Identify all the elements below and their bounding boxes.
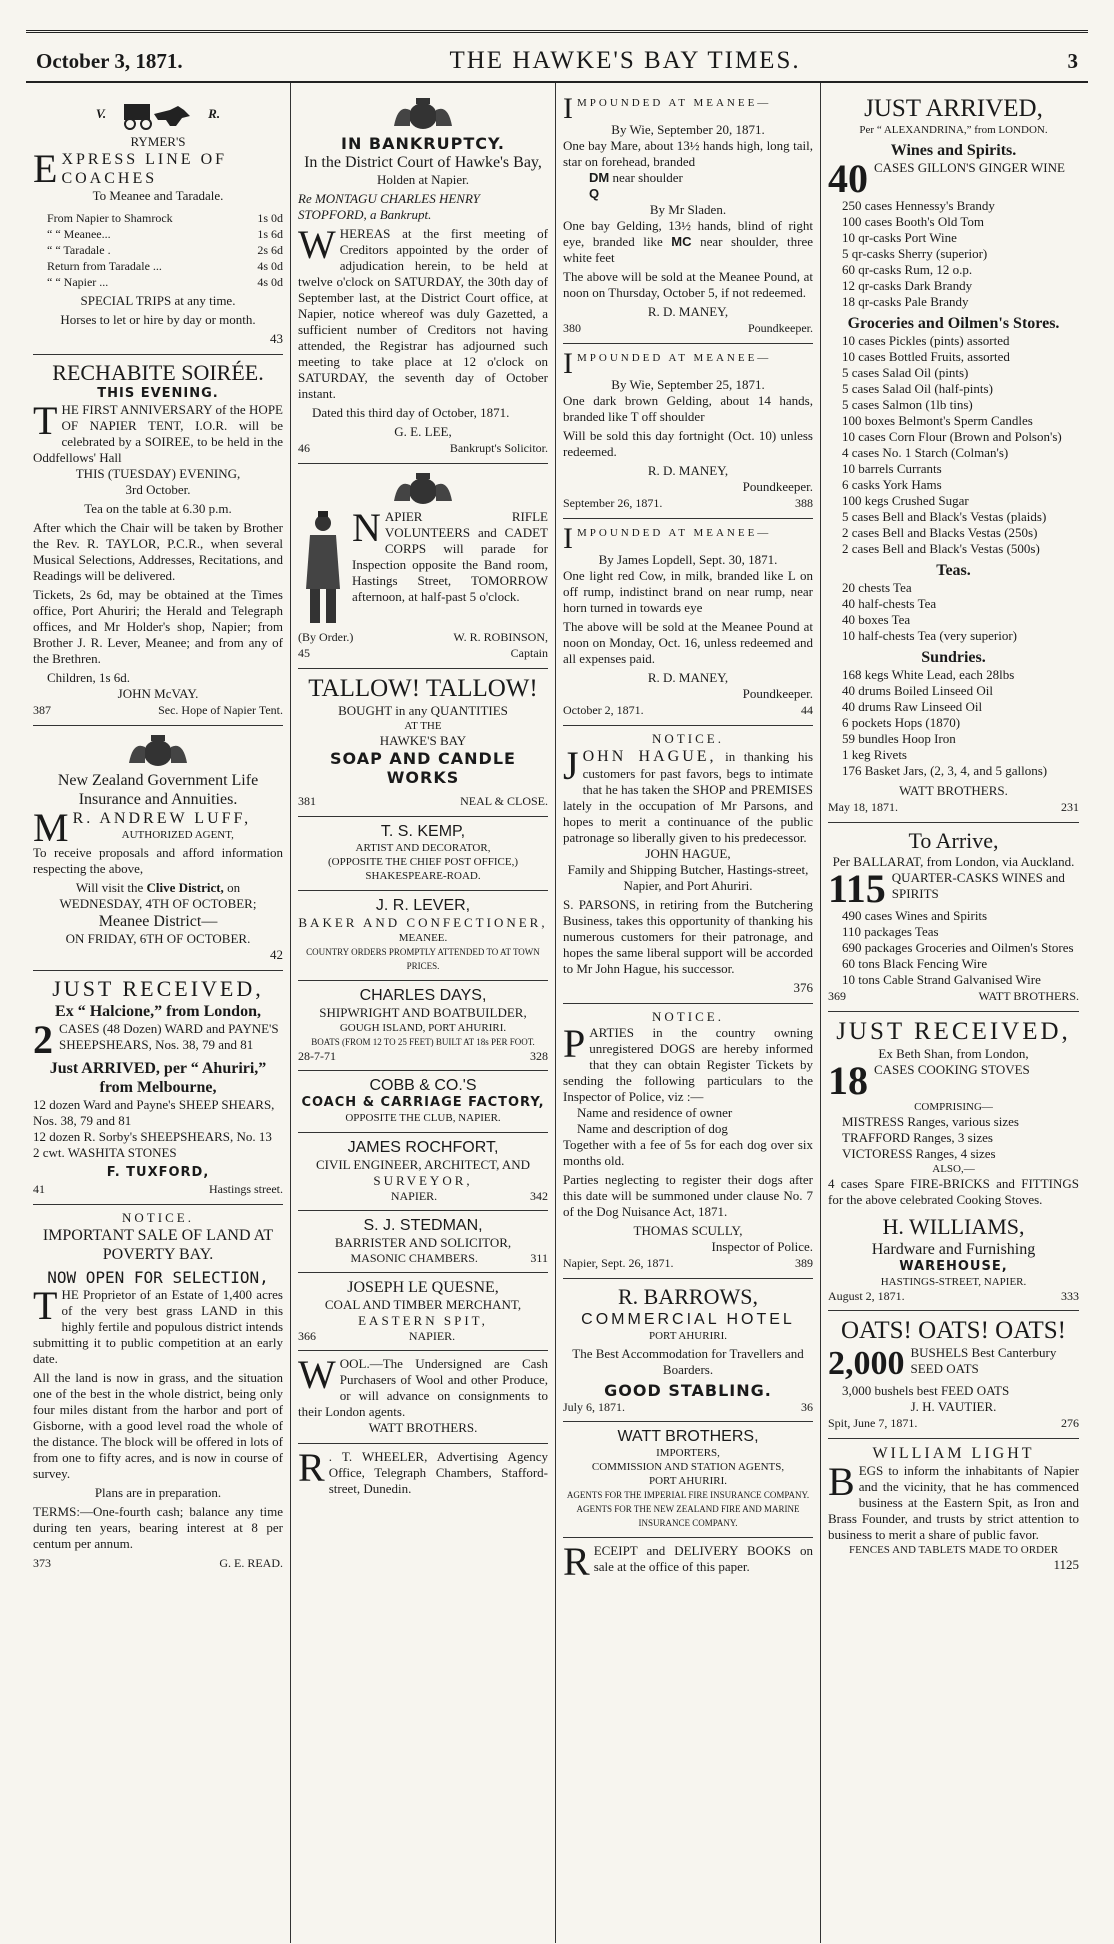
hague-body: in thanking his customers for past favors, begs to intimate that he has taken the SHOP and PREMISES lately in the occupation of Mr Parsons, and hopes to merit a continuance of the public patronage so liberally given to his predecessor. bbox=[563, 749, 814, 845]
list-item: 100 cases Booth's Old Tom bbox=[842, 214, 985, 229]
tea-time: Tea on the table at 6.30 p.m. bbox=[84, 501, 232, 516]
parsons-notice: S. PARSONS, in retiring from the Butchering Business, takes this opportunity of thanking his numerous customers for their patronage, and hopes the same liberal support will be accorded to Mr John Hague, his successor. bbox=[563, 897, 813, 976]
dropcap: T bbox=[33, 398, 58, 443]
ad-number: 231 bbox=[1061, 800, 1079, 814]
lequesne-card: JOSEPH LE QUESNE, COAL AND TIMBER MERCHANT, EASTERN SPIT, 366 NAPIER. bbox=[298, 1273, 548, 1351]
fare-row: Return from Taradale ... 4s 0d bbox=[47, 259, 283, 273]
fare-table bbox=[33, 210, 283, 290]
section-heading: Teas. bbox=[936, 562, 971, 579]
oats-ad: OATS! OATS! OATS! 2,000 BUSHELS Best Canterbury SEED OATS 3,000 bushels best FEED OATS J. H. VAUTIER. Spit, June 7, 1871. 276 bbox=[828, 1311, 1079, 1439]
list-item: VICTORESS Ranges, 4 sizes bbox=[842, 1146, 996, 1161]
good-stabling: GOOD STABLING. bbox=[604, 1381, 772, 1400]
watt-name: WATT BROTHERS, bbox=[617, 1428, 759, 1445]
list-item: 2 cases Bell and Black's Vestas (500s) bbox=[842, 541, 1040, 556]
days-card: CHARLES DAYS, SHIPWRIGHT AND BOATBUILDER, GOUGH ISLAND, PORT AHURIRI. BOATS (FROM 12 TO 25 FEET) BUILT AT 18s PER FOOT. 28-7-71 328 bbox=[298, 981, 548, 1071]
notice-heading: NOTICE. bbox=[652, 1009, 724, 1024]
list-item: 60 qr-casks Rum, 12 o.p. bbox=[842, 262, 973, 277]
ad-number: 42 bbox=[270, 947, 283, 962]
list-item: 10 cases Corn Flour (Brown and Polson's) bbox=[842, 429, 1062, 444]
column-3 bbox=[556, 83, 821, 1943]
light-body: EGS to inform the inhabitants of Napier and the vicinity, that he has commenced business at the Eastern Spit, as Iron and Brass Founder, and trusts by strict attention to business to merit a share of public favor. bbox=[828, 1463, 1079, 1542]
wednesday-date: WEDNESDAY, 4TH OF OCTOBER; bbox=[59, 896, 257, 911]
receipt-books-ad: RECEIPT and DELIVERY BOOKS on sale at the office of this paper. bbox=[563, 1539, 813, 1584]
shears-cases: CASES (48 Dozen) WARD and PAYNE'S SHEEPSHEARS, Nos. 38, 79 and 81 bbox=[59, 1021, 279, 1052]
just-received-title: JUST RECEIVED, bbox=[52, 976, 264, 1001]
signature: R. D. MANEY, bbox=[647, 463, 729, 478]
impounded-heading: MPOUNDED AT MEANEE— bbox=[577, 352, 772, 364]
ad-number: 376 bbox=[793, 980, 813, 995]
card-name: CHARLES DAYS, bbox=[359, 987, 487, 1004]
williams-stoves-ad: JUST RECEIVED, Ex Beth Shan, from London, 18 CASES COOKING STOVES COMPRISING— MISTRESS Ranges, various sizes TRAFFORD Ranges, 3 sizes VICTORESS Ranges, 4 sizes ALSO,— 4 cases Spare FIRE-BRICKS and FITTINGS for the above celebrated Cooking Stoves. H. WILLIAMS, Hardware and Furnishing WAREHOUSE, HASTINGS-STREET, NAPIER. August 2, 1871. 333 bbox=[828, 1012, 1079, 1311]
fare-row: “ “ Napier ... 4s 0d bbox=[47, 275, 283, 289]
address: Hastings street. bbox=[209, 1182, 283, 1196]
brand-mark: Q bbox=[589, 186, 600, 201]
rifles-body: APIER RIFLE VOLUNTEERS and CADET CORPS will parade for Inspection opposite the Band room, Hastings Street, TOMORROW afternoon, at half-past 5 o'clock. bbox=[352, 509, 548, 604]
royal-arms-woodcut bbox=[33, 731, 283, 771]
notice-heading: NOTICE. bbox=[122, 1210, 194, 1225]
list-item: 2 cases Bell and Blacks Vestas (250s) bbox=[842, 525, 1038, 540]
impounded-ad-1: IMPOUNDED AT MEANEE— By Wie, September 20, 1871. One bay Mare, about 13½ hands high, long tail, star on forehead, branded DM near shoulder Q By Mr Sladen. One bay Gelding, 13½ hands, blind of right eye, branded like MC near shoulder, three white feet The above will be sold at the Meanee Pound, at noon on Thursday, October 5, if not redeemed. R. D. MANEY, 380 Poundkeeper. bbox=[563, 89, 813, 344]
signature: W. R. ROBINSON, bbox=[453, 630, 548, 644]
plans-note: Plans are in preparation. bbox=[94, 1485, 222, 1500]
impounded-heading: MPOUNDED AT MEANEE— bbox=[577, 97, 772, 109]
watt-just-arrived-ad: JUST ARRIVED, Per “ ALEXANDRINA,” from LONDON. Wines and Spirits. 40 CASES GILLON'S GINGER WINE 250 cases Hennessy's Brandy 100 cases Booth's Old Tom 10 qr-casks Port Wine 5 qr-casks Sherry (superior) 60 qr-casks Rum, 12 o.p. 12 qr-casks Dark Brandy 18 qr-casks Pale Brandy Groceries and Oilmen's Stores. 10 cases Pickles (pints) assorted 10 cases Bottled Fruits, assorted 5 cases Salad Oil (pints) 5 cases Salad Oil (half-pints) 5 cases Salmon (1lb tins) 100 boxes Belmont's Sperm Candles 10 cases Corn Flour (Brown and Polson's) 4 cases No. 1 Starch (Colman's) 10 barrels Currants 6 casks York Hams 100 kegs Crushed Sugar 5 cases Bell and Black's Vestas (plaids) 2 cases Bell and Blacks Vestas (250s) 2 cases Bell and Black's Vestas (500s) Teas. 20 chests Tea 40 half-chests Tea 40 boxes Tea 10 half-chests Tea (very superior) Sundries. 168 kegs White Lead, each 28lbs 40 drums Boiled Linseed Oil 40 drums Raw Linseed Oil 6 pockets Hops (1870) 59 bundles Hoop Iron 1 keg Rivets 176 Basket Jars, (2, 3, 4, and 5 gallons) WATT BROTHERS. May 18, 1871. 231 bbox=[828, 89, 1079, 823]
list-item: 5 qr-casks Sherry (superior) bbox=[842, 246, 988, 261]
open-for-selection: NOW OPEN FOR SELECTION, bbox=[47, 1268, 269, 1287]
nz-life-insurance-ad: New Zealand Government Life Insurance and Annuities. M R. ANDREW LUFF, AUTHORIZED AGENT, To receive proposals and afford information respecting the above, Will visit the Clive District, on WEDNESDAY, 4TH OF OCTOBER; Meanee District— ON FRIDAY, 6TH OF OCTOBER. 42 bbox=[33, 726, 283, 971]
hague-name: OHN HAGUE, bbox=[582, 748, 717, 765]
list-item: 4 cases No. 1 Starch (Colman's) bbox=[842, 445, 1009, 460]
list-item: 10 cases Bottled Fruits, assorted bbox=[842, 349, 1010, 364]
list-item: 12 dozen Ward and Payne's SHEEP SHEARS, Nos. 38, 79 and 81 bbox=[33, 1097, 275, 1128]
card-name: JOSEPH LE QUESNE, bbox=[347, 1279, 499, 1296]
impounded-ad-2: IMPOUNDED AT MEANEE— By Wie, September 25, 1871. One dark brown Gelding, about 14 hands, branded like T off shoulder Will be sold this day fortnight (Oct. 10) unless redeemed. R. D. MANEY, Poundkeeper. September 26, 1871. 388 bbox=[563, 344, 813, 519]
agent-role: AUTHORIZED AGENT, bbox=[121, 829, 234, 841]
list-item: 168 kegs White Lead, each 28lbs bbox=[842, 667, 1015, 682]
soiree-title: RECHABITE SOIRÉE. bbox=[52, 360, 264, 385]
tickets-info: Tickets, 2s 6d, may be obtained at the Times office, Port Ahuriri; the Herald and Telegraph offices, and Mr Holder's shop, Napier; from Brother J. R. Lever, Meanee; and from any of the Brethren. bbox=[33, 587, 283, 666]
signature: F. TUXFORD, bbox=[106, 1165, 210, 1180]
ad-number: 276 bbox=[1061, 1416, 1079, 1430]
soldier-figure-icon bbox=[298, 509, 348, 629]
signature: JOHN McVAY. bbox=[117, 686, 199, 701]
ad-number: 388 bbox=[795, 496, 813, 510]
list-item: 5 cases Bell and Black's Vestas (plaids) bbox=[842, 509, 1047, 524]
ad-number: 389 bbox=[795, 1256, 813, 1270]
list-item: 10 half-chests Tea (very superior) bbox=[842, 628, 1018, 643]
land-body2: All the land is now in grass, and the situation one of the best in the whole district, being only four miles distant from the harbor and port of Gisborne, with a good level road the whole of the distance. The block will be offered in lots of from one to fifty acres, and is now in course of survey. bbox=[33, 1370, 283, 1481]
section-heading: Sundries. bbox=[921, 649, 986, 666]
soiree-body: HE FIRST ANNIVERSARY of the HOPE OF NAPIER TENT, I.O.R. will be celebrated by a SOIREE, to be held in the Oddfellows' Hall bbox=[33, 402, 283, 465]
brand-mark: DM bbox=[589, 170, 610, 185]
ad-number: 380 bbox=[563, 321, 581, 335]
impounded-heading: MPOUNDED AT MEANEE— bbox=[577, 527, 772, 539]
light-name: WILLIAM LIGHT bbox=[872, 1445, 1035, 1462]
just-received-title: JUST RECEIVED, bbox=[836, 1018, 1071, 1045]
teas-list bbox=[828, 580, 1079, 644]
stedman-card: S. J. STEDMAN, BARRISTER AND SOLICITOR, MASONIC CHAMBERS. 311 bbox=[298, 1211, 548, 1273]
signature: WATT BROTHERS. bbox=[899, 783, 1008, 798]
ad-number: 333 bbox=[1061, 1289, 1079, 1303]
clive-district: Clive District, bbox=[146, 880, 224, 895]
hotel-name: COMMERCIAL HOTEL bbox=[581, 1311, 795, 1328]
fare-row: “ “ Taradale . 2s 6d bbox=[47, 243, 283, 257]
column-1 bbox=[26, 83, 291, 1943]
notice-heading: NOTICE. bbox=[652, 731, 724, 746]
wheeler-body: . T. WHEELER, Advertising Agency Office, Telegraph Chambers, Stafford-street, Dunedin. bbox=[328, 1449, 548, 1496]
agent-name: R. ANDREW LUFF, bbox=[72, 810, 252, 827]
list-item: 110 packages Teas bbox=[842, 924, 939, 939]
dropcap: P bbox=[563, 1021, 586, 1066]
rymer-coaches-ad bbox=[33, 89, 283, 355]
tallow-ad: TALLOW! TALLOW! BOUGHT in any QUANTITIES AT THE HAWKE'S BAY SOAP AND CANDLE WORKS 381 NEAL & CLOSE. bbox=[298, 669, 548, 817]
rymer-name: RYMER'S bbox=[130, 134, 186, 149]
tuxford-ad bbox=[33, 971, 283, 1205]
royal-arms-woodcut bbox=[298, 94, 548, 134]
by-order: (By Order.) bbox=[298, 630, 354, 644]
list-item: Name and description of dog bbox=[577, 1121, 728, 1136]
wheeler-ad bbox=[298, 1444, 548, 1504]
list-item: 176 Basket Jars, (2, 3, 4, and 5 gallons) bbox=[842, 763, 1048, 778]
card-name: JAMES ROCHFORT, bbox=[347, 1139, 499, 1156]
signature: G. E. READ. bbox=[219, 1556, 283, 1570]
insurance-title: New Zealand Government Life bbox=[57, 772, 259, 789]
bankruptcy-body: HEREAS at the first meeting of Creditors appointed by the order of adjudication herein, to be held at twelve o'clock on SATURDAY, the 30th day of September last, at the District Court office, at Napier, notice whereof was duly Gazetted, a sufficient number of Creditors not having attended, the Registrar has adjourned such meeting to take place at 12 o'clock on SATURDAY, the seventh day of October instant. bbox=[298, 226, 548, 401]
ad-number: 46 bbox=[298, 441, 310, 455]
ad-number: 36 bbox=[801, 1400, 813, 1414]
tallow-bought: BOUGHT in any QUANTITIES bbox=[338, 703, 508, 718]
friday-date: ON FRIDAY, 6TH OF OCTOBER. bbox=[65, 931, 251, 946]
ex-ship: Ex “ Halcione,” from London, bbox=[55, 1003, 261, 1020]
section-heading: Wines and Spirits. bbox=[890, 142, 1017, 159]
cobb-card: COBB & CO.'S COACH & CARRIAGE FACTORY, OPPOSITE THE CLUB, NAPIER. bbox=[298, 1071, 548, 1133]
list-item: 6 pockets Hops (1870) bbox=[842, 715, 961, 730]
list-item: 5 cases Salad Oil (pints) bbox=[842, 365, 969, 380]
signature: WATT BROTHERS. bbox=[368, 1420, 478, 1435]
soiree-date2: 3rd October. bbox=[125, 482, 191, 497]
list-item: 1 keg Rivets bbox=[842, 747, 907, 762]
list-item: 40 half-chests Tea bbox=[842, 596, 937, 611]
kemp-card: T. S. KEMP, ARTIST AND DECORATOR, (OPPOSITE THE CHIEF POST OFFICE,) SHAKESPEARE-ROAD. bbox=[298, 817, 548, 891]
large-number: 2,000 bbox=[828, 1345, 905, 1382]
to-arrive-title: To Arrive, bbox=[908, 828, 999, 853]
wool-ad bbox=[298, 1351, 548, 1444]
large-number: 18 bbox=[828, 1058, 868, 1103]
list-item: 40 boxes Tea bbox=[842, 612, 911, 627]
land-sale-title: IMPORTANT SALE OF LAND AT POVERTY BAY. bbox=[42, 1227, 274, 1263]
hague-ad: NOTICE. JOHN HAGUE, in thanking his customers for past favors, begs to intimate that he has taken the SHOP and PREMISES lately in the occupation of Mr Parsons, and hopes to merit a continuance of the public patronage so liberally given to his predecessor. JOHN HAGUE, Family and Shipping Butcher, Hastings-street, Napier, and Port Ahuriri. S. PARSONS, in retiring from the Butchering Business, takes this opportunity of thanking his numerous customers for their patronage, and hopes the same liberal support will be accorded to Mr John Hague, his successor. 376 bbox=[563, 726, 813, 1004]
rymer-heading: XPRESS LINE OF COACHES bbox=[61, 151, 228, 187]
from-melbourne: from Melbourne, bbox=[99, 1079, 217, 1096]
lever-card: J. R. LEVER, BAKER AND CONFECTIONER, MEANEE. COUNTRY ORDERS PROMPTLY ATTENDED TO AT TOWN PRICES. bbox=[298, 891, 548, 981]
signature: G. E. LEE, bbox=[394, 424, 452, 439]
list-item: 2 cwt. WASHITA STONES bbox=[33, 1145, 177, 1160]
list-item: MISTRESS Ranges, various sizes bbox=[842, 1114, 1019, 1129]
soiree-date: THIS (TUESDAY) EVENING, bbox=[75, 466, 241, 481]
wines-list bbox=[828, 198, 1079, 310]
list-item: 250 cases Hennessy's Brandy bbox=[842, 198, 995, 213]
ad-number: 1125 bbox=[1053, 1557, 1079, 1572]
list-item: 100 kegs Crushed Sugar bbox=[842, 493, 969, 508]
signature: THOMAS SCULLY, bbox=[633, 1223, 743, 1238]
list-item: Name and residence of owner bbox=[577, 1105, 733, 1120]
dogs-body: ARTIES in the country owning unregistered DOGS are hereby informed that they can obtain Register Tickets by sending the following particulars to the Inspector of Police, viz :— bbox=[563, 1025, 813, 1104]
to-arrive-ad: To Arrive, Per BALLARAT, from London, via Auckland. 115 QUARTER-CASKS WINES and SPIRITS 490 cases Wines and Spirits 110 packages Teas 690 packages Groceries and Oilmen's Stores 60 tons Black Fencing Wire 10 tons Cable Strand Galvanised Wire 369 WATT BROTHERS. bbox=[828, 823, 1079, 1012]
dropcap: T bbox=[33, 1283, 58, 1328]
list-item: 10 tons Cable Strand Galvanised Wire bbox=[842, 972, 1041, 987]
insurance-body: To receive proposals and afford information respecting the above, bbox=[33, 845, 283, 876]
ad-number: 45 bbox=[298, 646, 310, 660]
rymer-subheading: To Meanee and Taradale. bbox=[92, 188, 224, 203]
masthead-date: October 3, 1871. bbox=[36, 49, 183, 73]
bankruptcy-heading: IN BANKRUPTCY. bbox=[341, 134, 505, 153]
dropcap: R bbox=[563, 1539, 590, 1584]
signature-role: Captain bbox=[510, 646, 548, 660]
tallow-title: TALLOW! TALLOW! bbox=[308, 675, 538, 702]
ad-number: 387 bbox=[33, 703, 51, 717]
terms: TERMS:—One-fourth cash; balance any time during ten years, bearing interest at 8 per centum per annum. bbox=[33, 1504, 283, 1551]
list-item: 20 chests Tea bbox=[842, 580, 912, 595]
rochfort-card: JAMES ROCHFORT, CIVIL ENGINEER, ARCHITECT, AND SURVEYOR, NAPIER. 342 bbox=[298, 1133, 548, 1211]
dropcap: B bbox=[828, 1459, 855, 1504]
list-item: 12 qr-casks Dark Brandy bbox=[842, 278, 973, 293]
ad-number: 311 bbox=[530, 1251, 548, 1265]
ad-number: 342 bbox=[530, 1189, 548, 1203]
ad-number: 381 bbox=[298, 794, 316, 808]
signature: NEAL & CLOSE. bbox=[460, 794, 548, 808]
oats-title: OATS! OATS! OATS! bbox=[840, 1317, 1066, 1344]
section-heading: Groceries and Oilmen's Stores. bbox=[847, 315, 1060, 332]
column-4 bbox=[821, 83, 1086, 1943]
list-item: 12 dozen R. Sorby's SHEEPSHEARS, No. 13 bbox=[33, 1129, 272, 1144]
just-arrived-title: JUST ARRIVED, bbox=[864, 95, 1043, 122]
dropcap: N bbox=[352, 505, 381, 550]
dropcap: I bbox=[563, 92, 573, 125]
dropcap: R bbox=[298, 1445, 325, 1490]
hawkes-bay: HAWKE'S BAY bbox=[379, 733, 467, 748]
dated: Dated this third day of October, 1871. bbox=[312, 405, 510, 420]
ad-number: 41 bbox=[33, 1182, 45, 1196]
soiree-program: After which the Chair will be taken by Brother the Rev. R. TAYLOR, P.C.R., when several Musical Selections, Addresses, Recitations, and Readings will be delivered. bbox=[33, 520, 283, 583]
sundries-list bbox=[828, 667, 1079, 779]
royal-crest-icon bbox=[386, 96, 460, 132]
dropcap: W bbox=[298, 1352, 336, 1397]
dropcap: J bbox=[563, 743, 579, 788]
ad-number: 328 bbox=[530, 1049, 548, 1063]
brand-mark: MC bbox=[671, 234, 692, 249]
royal-crest-icon bbox=[386, 471, 460, 507]
column-2 bbox=[291, 83, 556, 1943]
this-evening: THIS EVENING. bbox=[97, 386, 219, 401]
card-name: J. R. LEVER, bbox=[375, 897, 471, 914]
fare-row: “ “ Meanee... 1s 6d bbox=[47, 227, 283, 241]
signature: WATT BROTHERS. bbox=[978, 989, 1079, 1003]
large-number: 115 bbox=[828, 866, 886, 911]
children-price: Children, 1s 6d. bbox=[47, 670, 131, 685]
list-item: 490 cases Wines and Spirits bbox=[842, 908, 988, 923]
signature-role: Bankrupt's Solicitor. bbox=[449, 441, 548, 455]
court-name: In the District Court of Hawke's Bay, bbox=[304, 154, 542, 171]
coach-woodcut bbox=[33, 94, 283, 134]
royal-arms-woodcut bbox=[298, 469, 548, 509]
list-item: 40 drums Boiled Linseed Oil bbox=[842, 683, 993, 698]
williams-name: H. WILLIAMS, bbox=[882, 1214, 1025, 1239]
dropcap: I bbox=[563, 347, 573, 380]
coach-and-horses-icon bbox=[120, 96, 194, 132]
ad-number: 369 bbox=[828, 989, 846, 1003]
wool-body: OOL.—The Undersigned are Cash Purchasers of Wool and other Produce, or will advance on consignments to their London agents. bbox=[298, 1356, 548, 1419]
signature: J. H. VAUTIER. bbox=[910, 1399, 997, 1414]
large-number: 40 bbox=[828, 156, 868, 201]
signature: R. D. MANEY, bbox=[647, 304, 729, 319]
soap-works: SOAP AND CANDLE WORKS bbox=[330, 749, 516, 787]
cut-right-initial: R. bbox=[208, 106, 221, 121]
rifle-volunteers-ad bbox=[298, 464, 548, 669]
dropcap: E bbox=[33, 146, 58, 191]
poverty-bay-land-ad bbox=[33, 1205, 283, 1578]
meanee-district: Meanee District— bbox=[98, 913, 218, 930]
signature-role: Sec. Hope of Napier Tent. bbox=[158, 703, 283, 717]
card-name: T. S. KEMP, bbox=[380, 823, 466, 840]
barrows-name: R. BARROWS, bbox=[618, 1284, 758, 1309]
rechabite-soiree-ad bbox=[33, 355, 283, 726]
list-item: 5 cases Salad Oil (half-pints) bbox=[842, 381, 993, 396]
william-light-ad: WILLIAM LIGHT BEGS to inform the inhabitants of Napier and the vicinity, that he has commenced business at the Eastern Spit, as Iron and Brass Founder, and trusts by strict attention to business to merit a share of public favor. FENCES AND TABLETS MADE TO ORDER 1125 bbox=[828, 1445, 1079, 1572]
masthead-title: THE HAWKE'S BAY TIMES. bbox=[449, 47, 801, 74]
land-body: HE Proprietor of an Estate of 1,400 acres of the very best grass LAND in this highly fertile and populous district intends submitting it to public competition at an early date. bbox=[33, 1287, 283, 1366]
dropcap: W bbox=[298, 222, 336, 267]
ad-number: 44 bbox=[801, 703, 813, 717]
insurance-subtitle: Insurance and Annuities. bbox=[78, 791, 238, 808]
list-item: 59 bundles Hoop Iron bbox=[842, 731, 956, 746]
columns bbox=[26, 83, 1088, 1943]
bankruptcy-ad bbox=[298, 89, 548, 464]
dogs-ad: NOTICE. PARTIES in the country owning unregistered DOGS are hereby informed that they can obtain Register Tickets by sending the following particulars to the Inspector of Police, viz :— Name and residence of owner Name and description of dog Together with a fee of 5s for each dog over six months old. Parties neglecting to register their dogs after this date will be summoned under clause No. 7 of the Dog Nuisance Act, 1871. THOMAS SCULLY, Inspector of Police. Napier, Sept. 26, 1871. 389 bbox=[563, 1004, 813, 1279]
horses-note: Horses to let or hire by day or month. bbox=[60, 312, 256, 327]
ad-number: 373 bbox=[33, 1556, 51, 1570]
list-item: 690 packages Groceries and Oilmen's Stores bbox=[842, 940, 1074, 955]
dropcap: I bbox=[563, 522, 573, 555]
list-item: 10 barrels Currants bbox=[842, 461, 942, 476]
ad-number: 43 bbox=[270, 331, 283, 346]
list-item: 10 qr-casks Port Wine bbox=[842, 230, 957, 245]
list-item: 40 drums Raw Linseed Oil bbox=[842, 699, 983, 714]
court-location: Holden at Napier. bbox=[376, 172, 470, 187]
list-item: 6 casks York Hams bbox=[842, 477, 942, 492]
page-number: 3 bbox=[1067, 49, 1078, 73]
re-bankrupt: Re MONTAGU CHARLES HENRY STOPFORD, a Bankrupt. bbox=[298, 191, 480, 222]
fare-row: From Napier to Shamrock 1s 0d bbox=[47, 211, 283, 225]
card-name: COBB & CO.'S bbox=[369, 1077, 477, 1094]
large-number: 2 bbox=[33, 1017, 53, 1062]
impounded-ad-3: IMPOUNDED AT MEANEE— By James Lopdell, Sept. 30, 1871. One light red Cow, in milk, branded like L on off rump, indistinct brand on near rump, near horn turned in towards eye The above will be sold at the Meanee Pound at noon on Monday, Oct. 16, unless redeemed and all expenses paid. R. D. MANEY, Poundkeeper. October 2, 1871. 44 bbox=[563, 519, 813, 726]
just-arrived: Just ARRIVED, per “ Ahuriri,” bbox=[49, 1060, 267, 1077]
card-name: S. J. STEDMAN, bbox=[363, 1217, 483, 1234]
masthead bbox=[26, 43, 1088, 83]
cut-left-initial: V. bbox=[95, 106, 107, 121]
signature: JOHN HAGUE, bbox=[645, 846, 731, 861]
signature: R. D. MANEY, bbox=[647, 670, 729, 685]
list-item: 100 boxes Belmont's Sperm Candles bbox=[842, 413, 1033, 428]
list-item: 60 tons Black Fencing Wire bbox=[842, 956, 988, 971]
list-item: 5 cases Salmon (1lb tins) bbox=[842, 397, 973, 412]
dropcap: M bbox=[33, 805, 69, 850]
special-trips: SPECIAL TRIPS at any time. bbox=[80, 293, 236, 308]
list-item: 10 cases Pickles (pints) assorted bbox=[842, 333, 1010, 348]
royal-crest-icon bbox=[121, 733, 195, 769]
groceries-list bbox=[828, 333, 1079, 557]
barrows-hotel-ad: R. BARROWS, COMMERCIAL HOTEL PORT AHURIRI. The Best Accommodation for Travellers and Boarders. GOOD STABLING. July 6, 1871. 36 bbox=[563, 1279, 813, 1422]
list-item: TRAFFORD Ranges, 3 sizes bbox=[842, 1130, 993, 1145]
top-rule bbox=[26, 30, 1088, 33]
list-item: 18 qr-casks Pale Brandy bbox=[842, 294, 969, 309]
ad-number: 366 bbox=[298, 1329, 316, 1343]
watt-agents-ad: WATT BROTHERS, IMPORTERS, COMMISSION AND STATION AGENTS, PORT AHURIRI. AGENTS FOR THE IMPERIAL FIRE INSURANCE COMPANY. AGENTS FOR THE NEW ZEALAND FIRE AND MARINE INSURANCE COMPANY. bbox=[563, 1422, 813, 1538]
